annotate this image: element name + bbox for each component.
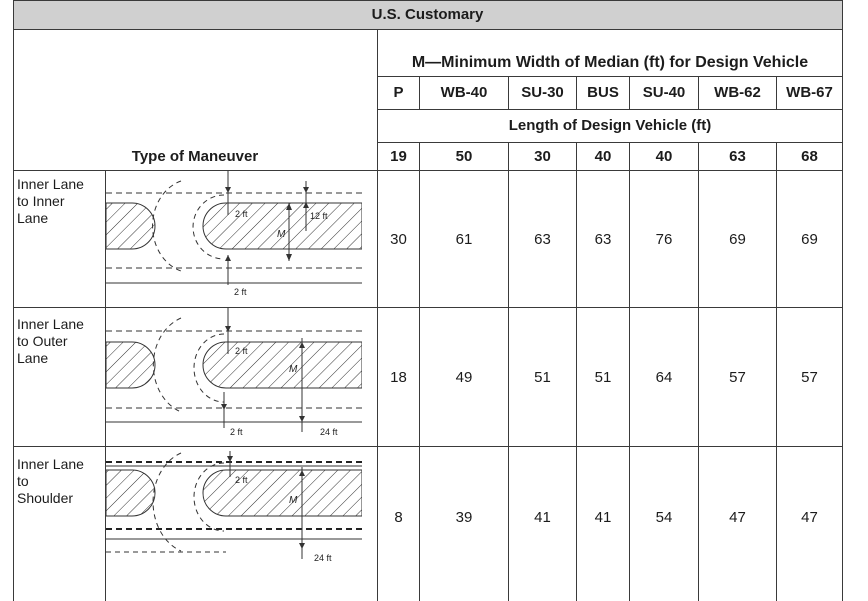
- vehicle-length: 40: [594, 147, 612, 165]
- table-cell: 69: [729, 230, 746, 248]
- table-cell: 39: [455, 508, 473, 526]
- vehicle-length: 40: [655, 147, 673, 165]
- median-nose-right: [203, 203, 362, 249]
- dim-label-bottom: 2 ft: [230, 427, 243, 437]
- dim-label-top: 2 ft: [235, 209, 248, 219]
- vehicle-header: P: [393, 84, 404, 101]
- grid-line: [419, 142, 420, 601]
- row-label-inner-to-outer: Inner Lane to Outer Lane: [17, 316, 84, 366]
- median-nose-left: [106, 470, 155, 516]
- table-cell: 57: [801, 368, 818, 386]
- grid-line: [776, 142, 777, 601]
- vehicle-header: WB-40: [440, 84, 488, 101]
- m-label: M: [277, 229, 286, 240]
- grid-line: [377, 109, 842, 110]
- table-cell: 41: [534, 508, 551, 526]
- table-cell: 69: [801, 230, 818, 248]
- length-heading: Length of Design Vehicle (ft): [508, 117, 712, 134]
- table-title: U.S. Customary: [371, 6, 484, 23]
- grid-line: [698, 142, 699, 601]
- vehicle-length: 50: [455, 147, 473, 165]
- vehicle-header: SU-40: [642, 84, 686, 101]
- vehicle-header: WB-67: [786, 84, 833, 101]
- median-nose-left: [106, 342, 155, 388]
- diagram-inner-to-outer: [106, 308, 362, 446]
- dim-label-lane: 12 ft: [310, 211, 328, 221]
- row-label-inner-to-inner: Inner Lane to Inner Lane: [17, 176, 84, 226]
- grid-line: [419, 76, 420, 109]
- table-cell: 76: [655, 230, 673, 248]
- table-cell: 63: [594, 230, 612, 248]
- grid-line: [13, 0, 842, 1]
- dim-label-bottom: 2 ft: [234, 287, 247, 297]
- m-label: M: [289, 495, 298, 506]
- dim-label-right: 24 ft: [320, 427, 338, 437]
- median-nose-right: [203, 342, 362, 388]
- table-cell: 30: [390, 230, 407, 248]
- table-cell: 54: [655, 508, 673, 526]
- grid-line: [13, 0, 14, 601]
- grid-line: [377, 76, 842, 77]
- grid-line: [508, 142, 509, 601]
- table-cell: 57: [729, 368, 746, 386]
- dim-label-top: 2 ft: [235, 346, 248, 356]
- median-nose-right: [203, 470, 362, 516]
- table-cell: 64: [655, 368, 673, 386]
- table-cell: 18: [390, 368, 407, 386]
- grid-line: [629, 76, 630, 109]
- vehicle-header: BUS: [587, 84, 619, 101]
- diagram-inner-to-inner: [106, 171, 362, 307]
- table-cell: 49: [455, 368, 473, 386]
- table-cell: 41: [594, 508, 612, 526]
- vehicle-length: 68: [801, 147, 818, 165]
- table-cell: 51: [594, 368, 612, 386]
- table-cell: 51: [534, 368, 551, 386]
- turning-path: [153, 453, 181, 551]
- vehicle-length: 30: [534, 147, 551, 165]
- maneuver-heading: Type of Maneuver: [131, 147, 259, 165]
- median-heading: M—Minimum Width of Median (ft) for Design Vehicle: [411, 53, 809, 71]
- grid-line: [842, 0, 843, 601]
- m-label: M: [289, 364, 298, 375]
- grid-line: [377, 29, 378, 601]
- table-cell: 47: [801, 508, 818, 526]
- grid-line: [629, 142, 630, 601]
- median-nose-left: [106, 203, 155, 249]
- vehicle-header: SU-30: [521, 84, 564, 101]
- vehicle-header: WB-62: [714, 84, 761, 101]
- table-cell: 63: [534, 230, 551, 248]
- grid-line: [576, 142, 577, 601]
- grid-line: [508, 76, 509, 109]
- table-cell: 61: [455, 230, 473, 248]
- grid-line: [377, 142, 842, 143]
- grid-line: [576, 76, 577, 109]
- turning-path: [153, 181, 181, 271]
- dim-label-top: 2 ft: [235, 475, 248, 485]
- grid-line: [698, 76, 699, 109]
- turning-path: [153, 318, 181, 412]
- vehicle-length: 19: [390, 147, 407, 165]
- dim-label-right: 24 ft: [314, 553, 332, 563]
- grid-line: [13, 29, 842, 30]
- diagram-inner-to-shoulder: [106, 447, 362, 587]
- table-cell: 47: [729, 508, 746, 526]
- vehicle-length: 63: [729, 147, 746, 165]
- grid-line: [776, 76, 777, 109]
- row-label-inner-to-shoulder: Inner Lane to Shoulder: [17, 456, 84, 506]
- table-cell: 8: [394, 508, 403, 526]
